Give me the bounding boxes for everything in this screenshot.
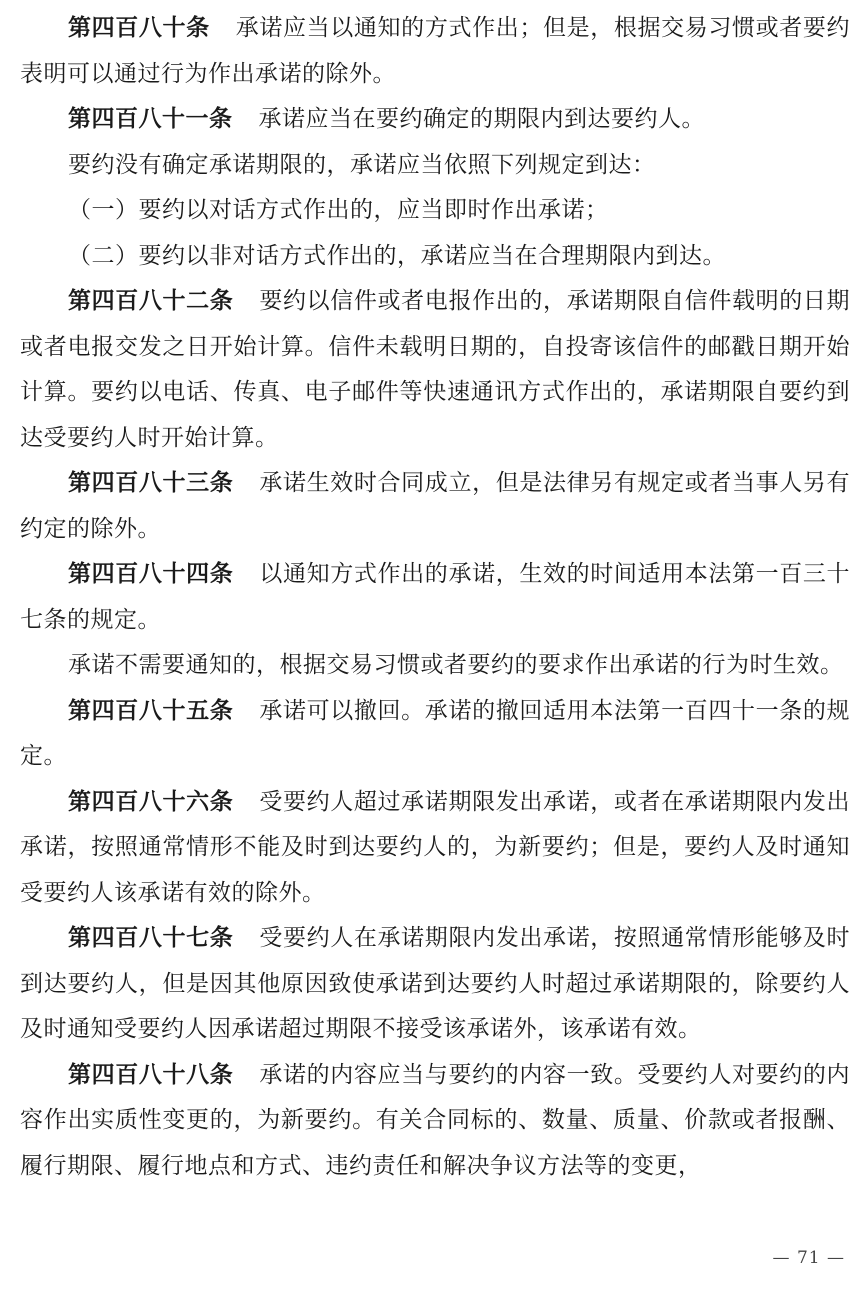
article-heading: 第四百八十一条 [68,106,233,132]
article-text: 受要约人超过承诺期限发出承诺，或者在承诺期限内发出承诺，按照通常情形不能及时到达要约人的，为新要约；但是，要约人及时通知受要约人该承诺有效的除外。 [20,788,851,906]
article-heading: 第四百八十七条 [68,925,234,951]
document-page [20,6,850,1189]
article-487 [20,916,850,1053]
article-heading: 第四百八十二条 [68,288,234,314]
page-number: — 71 — [772,1248,845,1268]
article-483 [20,461,850,552]
article-text: 要约以信件或者电报作出的，承诺期限自信件载明的日期或者电报交发之日开始计算。信件未载明日期的，自投寄该信件的邮戳日期开始计算。要约以电话、传真、电子邮件等快速通讯方式作出的，承诺期限自要约到达受要约人时开始计算。 [20,288,851,451]
article-heading: 第四百八十三条 [68,470,234,496]
paragraph-text: 要约没有确定承诺期限的，承诺应当依照下列规定到达： [68,151,656,178]
article-heading: 第四百八十五条 [68,697,234,724]
article-488 [20,1053,850,1190]
article-heading: 第四百八十八条 [68,1061,234,1088]
article-text: 承诺应当在要约确定的期限内到达要约人。 [258,106,705,132]
list-item [20,188,850,234]
article-text: 受要约人在承诺期限内发出承诺，按照通常情形能够及时到达要约人，但是因其他原因致使承诺到达要约人时超过承诺期限的，除要约人及时通知受要约人因承诺超过期限不接受该承诺外，该承诺有效。 [20,925,851,1042]
list-item [20,234,850,280]
article-heading: 第四百八十四条 [68,561,234,587]
article-text: 承诺应当以通知的方式作出；但是，根据交易习惯或者要约表明可以通过行为作出承诺的除外。 [20,15,851,87]
article-text: 承诺生效时合同成立，但是法律另有规定或者当事人另有约定的除外。 [20,470,851,542]
article-482 [20,279,850,461]
article-text: 承诺可以撤回。承诺的撤回适用本法第一百四十一条的规定。 [20,697,851,769]
list-item-text: （二）要约以非对话方式作出的，承诺应当在合理期限内到达。 [68,242,726,269]
paragraph [20,143,850,189]
article-486 [20,780,850,917]
article-heading: 第四百八十条 [68,15,210,41]
paragraph [20,643,850,689]
article-text: 承诺的内容应当与要约的内容一致。受要约人对要约的内容作出实质性变更的，为新要约。有关合同标的、数量、质量、价款或者报酬、履行期限、履行地点和方式、违约责任和解决争议方法等的变更， [20,1061,851,1179]
list-item-text: （一）要约以对话方式作出的，应当即时作出承诺； [68,197,609,223]
article-481 [20,97,850,143]
paragraph-text: 承诺不需要通知的，根据交易习惯或者要约的要求作出承诺的行为时生效。 [68,652,844,678]
article-heading: 第四百八十六条 [68,788,234,815]
article-text: 以通知方式作出的承诺，生效的时间适用本法第一百三十七条的规定。 [20,561,851,633]
article-485 [20,689,850,780]
article-480 [20,6,850,97]
article-484 [20,552,850,643]
